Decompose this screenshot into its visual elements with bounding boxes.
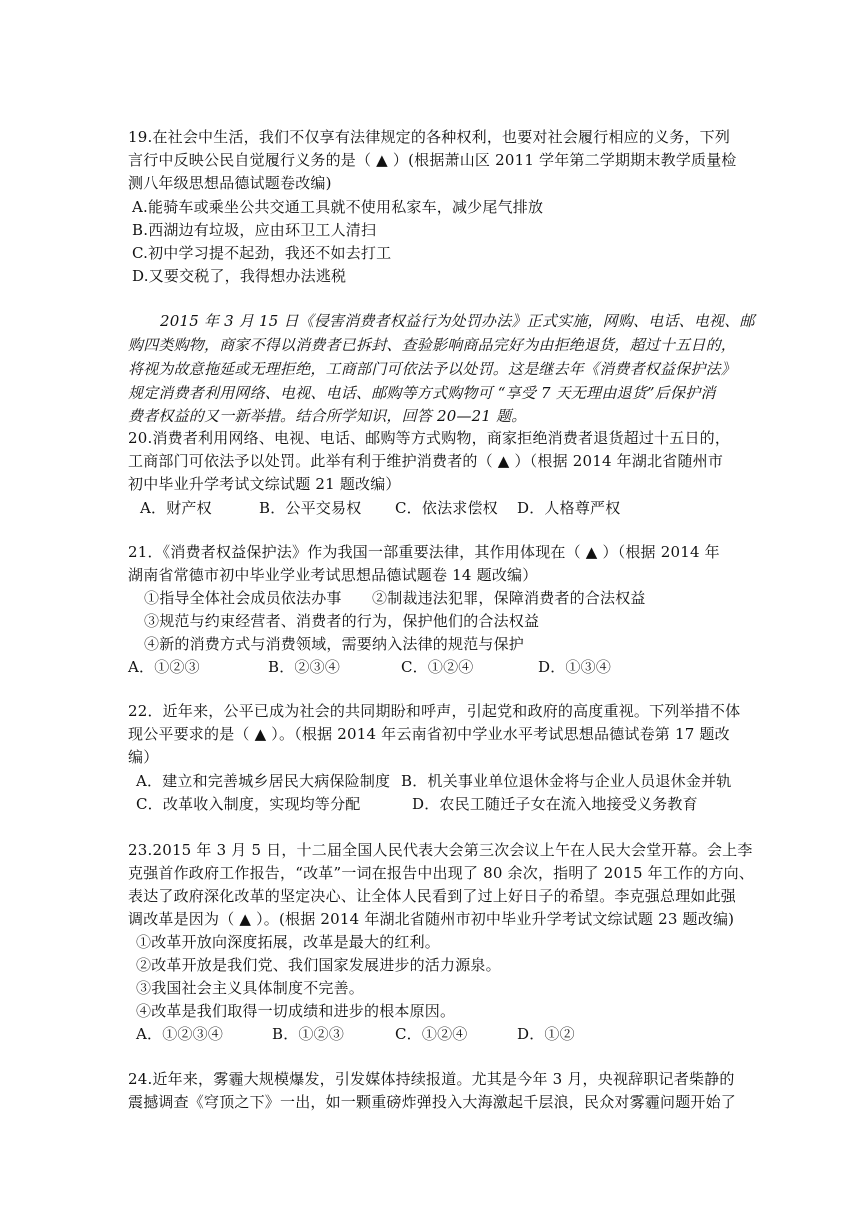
material-line-1: 2015 年 3 月 15 日《侵害消费者权益行为处罚办法》正式实施，网购、电话、电视、邮 [160,312,755,330]
q24-stem-line-2: 震撼调查《穹顶之下》一出，如一颗重磅炸弹投入大海激起千层浪，民众对雾霾问题开始了 [128,1093,737,1111]
q23-option-b: B．①②③ [272,1025,345,1043]
q22-stem-line-3: 编） [128,748,159,766]
q21-option-a: A．①②③ [128,658,200,676]
q23-option-d: D．①② [517,1025,575,1043]
q21-item-2: ②制裁违法犯罪，保障消费者的合法权益 [372,589,646,607]
q20-option-c: C．依法求偿权 [395,499,498,517]
q19-stem-line-2: 言行中反映公民自觉履行义务的是（ ▲ ）(根据萧山区 2011 学年第二学期期末教学质量检 [128,151,737,169]
q21-option-b: B．②③④ [268,658,341,676]
q21-stem-line-1: 21．《消费者权益保护法》作为我国一部重要法律，其作用体现在（ ▲ ）（根据 2014 年 [128,543,720,561]
q21-item-1: ①指导全体社会成员依法办事 [144,589,342,607]
q23-stem-line-2: 克强首作政府工作报告，“改革”一词在报告中出现了 80 余次，指明了 2015 年工作的方向、 [128,864,755,882]
q24-stem-line-1: 24.近年来，雾霾大规模爆发，引发媒体持续报道。尤其是今年 3 月，央视辞职记者柴静的 [128,1070,735,1088]
q22-option-b: B．机关事业单位退休金将与企业人员退休金并轨 [401,772,732,790]
material-line-3: 将视为故意拖延或无理拒绝，工商部门可依法予以处罚。这是继去年《消费者权益保护法》 [128,360,737,378]
q19-stem-line-1: 19.在社会中生活，我们不仅享有法律规定的各种权利，也要对社会履行相应的义务，下列 [128,128,731,146]
q20-option-b: B．公平交易权 [259,499,362,517]
q19-option-a: A.能骑车或乘坐公共交通工具就不使用私家车，减少尾气排放 [132,198,544,216]
q22-stem-line-2: 现公平要求的是（ ▲ ）。（根据 2014 年云南省初中学业水平考试思想品德试卷第 17 题改 [128,725,730,743]
q19-option-d: D.又要交税了，我得想办法逃税 [132,267,347,285]
material-line-2: 购四类购物，商家不得以消费者已拆封、查验影响商品完好为由拒绝退货，超过十五日的， [128,336,737,354]
q22-option-c: C．改革收入制度，实现均等分配 [136,795,361,813]
q20-stem-line-3: 初中毕业升学考试文综试题 21 题改编） [128,475,401,493]
q23-stem-line-3: 表达了政府深化改革的坚定决心、让全体人民看到了过上好日子的希望。李克强总理如此强 [128,887,737,905]
q21-item-3: ③规范与约束经营者、消费者的行为，保护他们的合法权益 [144,612,540,630]
q21-stem-line-2: 湖南省常德市初中毕业学业考试思想品德试题卷 14 题改编） [128,566,538,584]
q20-stem-line-1: 20.消费者利用网络、电视、电话、邮购等方式购物，商家拒绝消费者退货超过十五日的， [128,429,731,447]
q22-stem-line-1: 22．近年来，公平已成为社会的共同期盼和呼声，引起党和政府的高度重视。下列举措不体 [128,702,741,720]
q22-option-a: A．建立和完善城乡居民大病保险制度 [136,772,391,790]
q23-stem-line-1: 23.2015 年 3 月 5 日，十二届全国人民代表大会第三次会议上午在人民大会堂开幕。会上李 [128,841,753,859]
q21-option-d: D．①③④ [538,658,612,676]
material-line-5: 费者权益的又一新举措。结合所学知识，回答 20—21 题。 [128,407,527,425]
q21-option-c: C．①②④ [401,658,474,676]
q23-option-c: C．①②④ [395,1025,468,1043]
q23-item-1: ①改革开放向深度拓展，改革是最大的红利。 [136,933,441,951]
q19-stem-line-3: 测八年级思想品德试题卷改编) [128,174,332,192]
q23-option-a: A．①②③④ [136,1025,224,1043]
q23-item-2: ②改革开放是我们党、我们国家发展进步的活力源泉。 [136,956,501,974]
q22-option-d: D．农民工随迁子女在流入地接受义务教育 [412,795,698,813]
q19-option-c: C.初中学习提不起劲，我还不如去打工 [132,244,392,262]
q20-option-d: D．人格尊严权 [517,499,621,517]
q20-stem-line-2: 工商部门可依法予以处罚。此举有利于维护消费者的（ ▲ ）（根据 2014 年湖北省随州市 [128,452,724,470]
material-line-4: 规定消费者利用网络、电视、电话、邮购等方式购物可 “享受 7 天无理由退货”后保护消 [128,384,716,402]
q21-item-4: ④新的消费方式与消费领域，需要纳入法律的规范与保护 [144,635,525,653]
q23-item-4: ④改革是我们取得一切成绩和进步的根本原因。 [136,1002,456,1020]
q23-stem-line-4: 调改革是因为（ ▲ ）。(根据 2014 年湖北省随州市初中毕业升学考试文综试题 23 题改编) [128,910,735,928]
q19-option-b: B.西湖边有垃圾，应由环卫工人清扫 [132,221,377,239]
q20-option-a: A．财产权 [140,499,212,517]
q23-item-3: ③我国社会主义具体制度不完善。 [136,979,365,997]
